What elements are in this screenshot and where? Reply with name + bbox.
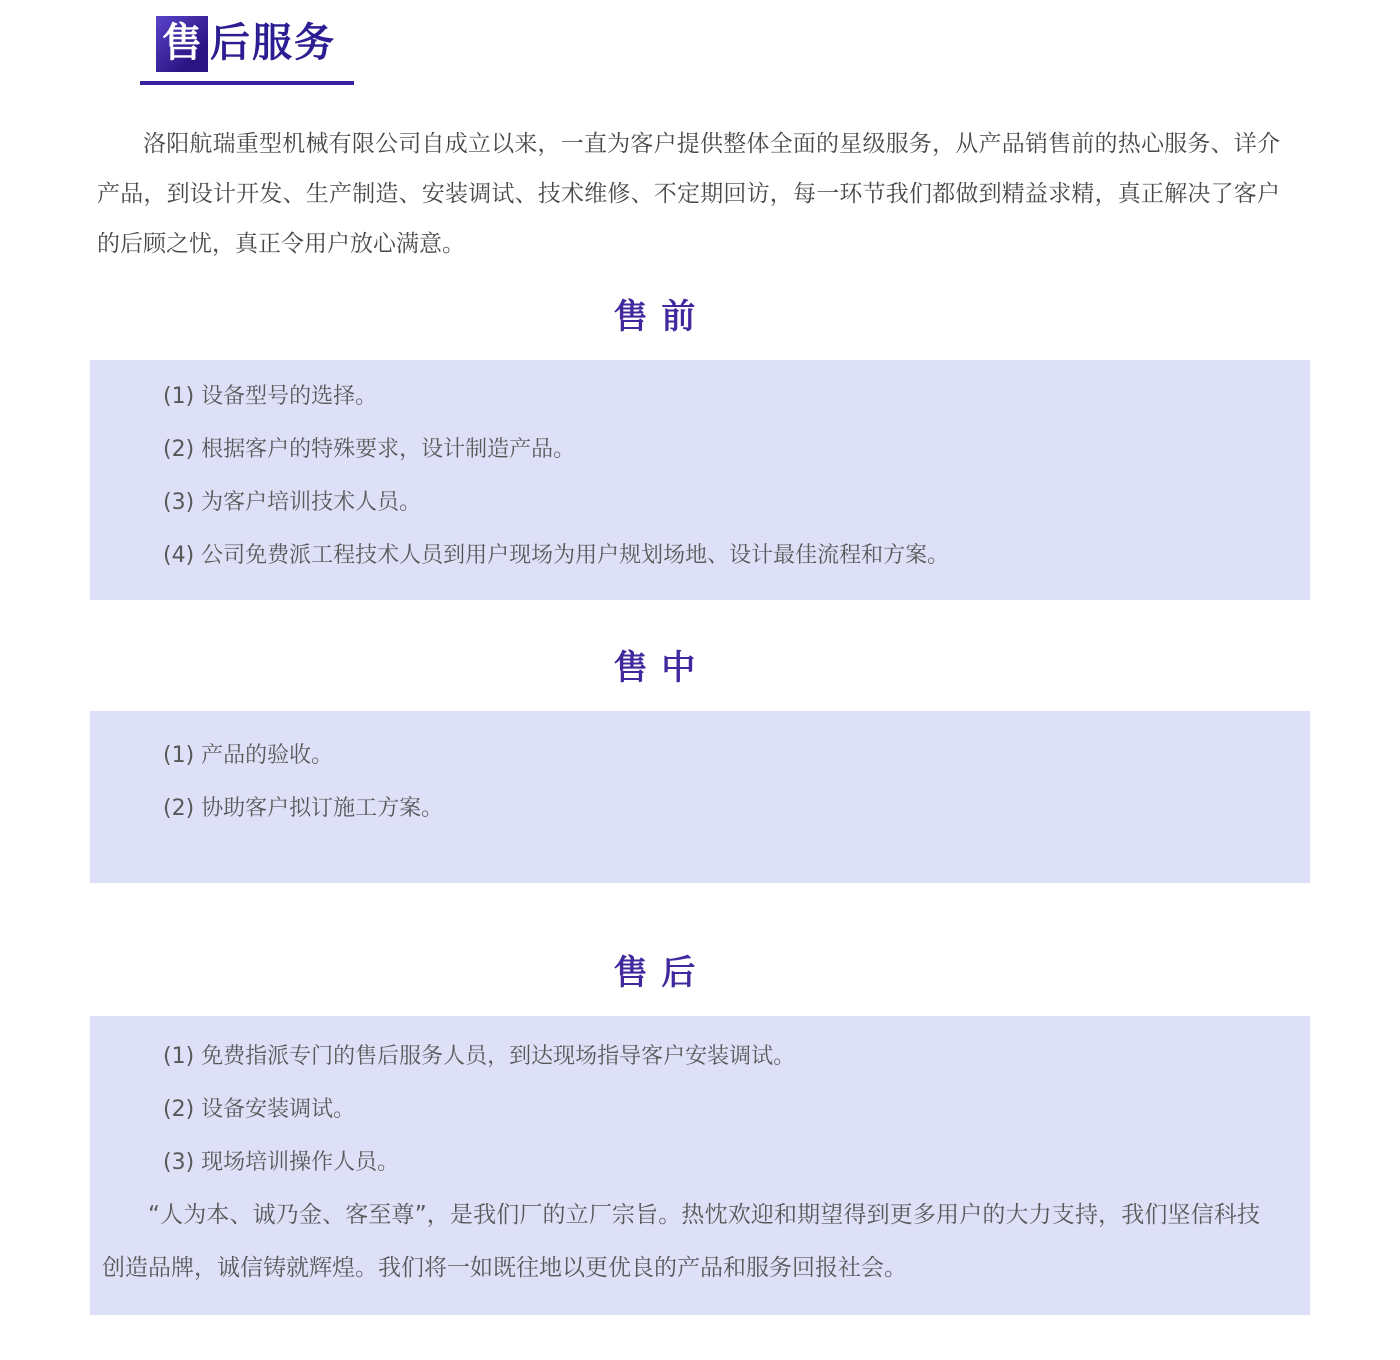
section-heading: 售 中 — [613, 648, 697, 688]
list-item: (2) 设备安装调试。 — [163, 1097, 356, 1122]
list-item: (1) 设备型号的选择。 — [163, 384, 378, 409]
list-item: (2) 协助客户拟订施工方案。 — [163, 796, 444, 821]
service-section — [0, 945, 1400, 1315]
service-section — [0, 640, 1400, 883]
section-heading: 售 前 — [613, 297, 697, 337]
list-item: (4) 公司免费派工程技术人员到用户现场为用户规划场地、设计最佳流程和方案。 — [163, 543, 950, 568]
page-title — [140, 0, 370, 85]
title-rest-text: 后服务 — [210, 20, 336, 66]
list-item: (2) 根据客户的特殊要求，设计制造产品。 — [163, 437, 576, 462]
section-heading: 售 后 — [613, 953, 697, 993]
intro-paragraph: 洛阳航瑞重型机械有限公司自成立以来，一直为客户提供整体全面的星级服务，从产品销售前的热心服务、详介产品，到设计开发、生产制造、安装调试、技术维修、不定期回访，每一环节我们都做到精益求精，真正解决了客户的后顾之忧，真正令用户放心满意。 — [97, 131, 1280, 257]
list-item: (1) 免费指派专门的售后服务人员，到达现场指导客户安装调试。 — [163, 1044, 796, 1069]
list-item: (1) 产品的验收。 — [163, 743, 334, 768]
title-boxed-char: 售 — [156, 16, 208, 72]
list-item: (3) 为客户培训技术人员。 — [163, 490, 422, 515]
list-item: (3) 现场培训操作人员。 — [163, 1150, 400, 1175]
closing-paragraph: “人为本、诚乃金、客至尊”，是我们厂的立厂宗旨。热忱欢迎和期望得到更多用户的大力支持，我们坚信科技创造品牌，诚信铸就辉煌。我们将一如既往地以更优良的产品和服务回报社会。 — [102, 1202, 1260, 1281]
section-panel — [90, 711, 1310, 883]
section-panel — [90, 1016, 1310, 1315]
service-sections — [0, 289, 1400, 1315]
service-section — [0, 289, 1400, 600]
title-underline — [140, 81, 354, 85]
section-panel — [90, 360, 1310, 600]
page-title-text — [156, 16, 370, 72]
